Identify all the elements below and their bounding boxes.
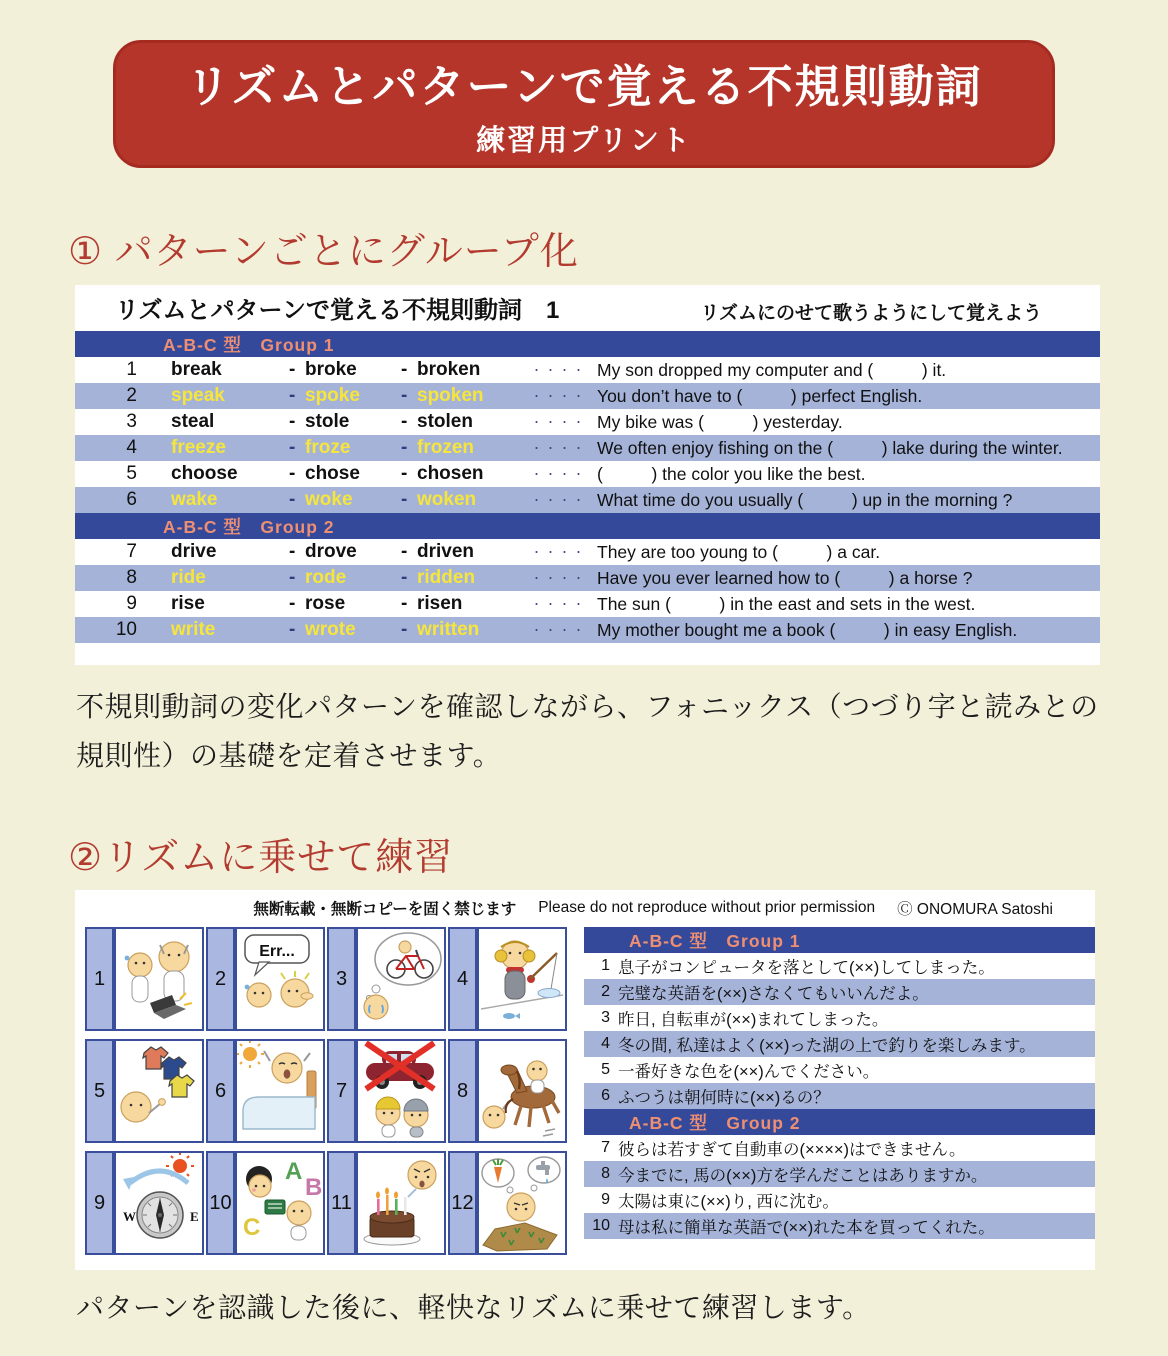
ride-horse-icon: [479, 1041, 565, 1141]
illustration-sunrise-compass: [114, 1151, 204, 1255]
verb-row: [75, 435, 1100, 461]
verb-past: drove: [305, 541, 357, 562]
row-number: 6: [126, 489, 137, 510]
practice-body: [75, 919, 1095, 1255]
no-car-icon: [358, 1041, 444, 1141]
verb-base: break: [171, 359, 222, 380]
verb-past: spoke: [305, 385, 360, 406]
example-sentence: What time do you usually ( ) up in the morning ?: [597, 489, 1013, 510]
example-sentence: They are too young to ( ) a car.: [597, 541, 881, 562]
rhythm-dots: ・・・・: [531, 625, 587, 637]
rhythm-dots: ・・・・: [531, 365, 587, 377]
grow-thought-icon: [479, 1153, 565, 1253]
item-text: 一番好きな色を(××)んでください。: [618, 1063, 880, 1081]
group-header: A-B-C 型 Group 2: [584, 1109, 1095, 1135]
copyright-en: Please do not reproduce without prior permission: [538, 899, 876, 916]
abc-book-icon: [237, 1153, 323, 1253]
illustration-err-speech: [235, 927, 325, 1031]
dropped-laptop-icon: [116, 929, 202, 1029]
verb-table: [75, 331, 1100, 643]
sunrise-compass-icon: [116, 1153, 202, 1253]
section1-caption: 不規則動詞の変化パターンを確認しながら、フォニックス（つづり字と読みとの規則性）の基礎を定着させます。: [76, 691, 1099, 771]
svg-text:B: B: [305, 1174, 323, 1201]
dash-separator: -: [289, 489, 296, 510]
cell-number: 10: [206, 1151, 235, 1255]
practice-item: [584, 1057, 1095, 1083]
dash-separator: -: [289, 359, 296, 380]
verb-participle: spoken: [417, 385, 484, 406]
dash-separator: -: [401, 463, 408, 484]
verb-chart-note: リズムにのせて歌うようにして覚えよう: [700, 303, 1042, 324]
example-sentence: ( ) the color you like the best.: [597, 463, 866, 484]
practice-item: [584, 1031, 1095, 1057]
ice-fishing-icon: [479, 929, 565, 1029]
verb-base: write: [171, 619, 216, 640]
verb-row: [75, 357, 1100, 383]
rhythm-dots: ・・・・: [531, 391, 587, 403]
cell-number: 8: [448, 1039, 477, 1143]
banner-subtitle: 練習用プリント: [476, 124, 692, 157]
illustration-grid-row: [85, 927, 567, 1031]
item-text: 息子がコンピュータを落として(××)してしまった。: [618, 959, 995, 977]
illustration-no-car: [356, 1039, 446, 1143]
dash-separator: -: [289, 385, 296, 406]
item-text: ふつうは朝何時に(××)るの？: [618, 1089, 830, 1107]
verb-participle: ridden: [417, 567, 476, 588]
bicycle-thought-icon: [358, 929, 444, 1029]
verb-chart-title: リズムとパターンで覚える不規則動詞 1: [115, 297, 560, 324]
verb-participle: written: [417, 619, 480, 640]
practice-item: [584, 1135, 1095, 1161]
grid-cell: [206, 1151, 325, 1255]
item-number: 2: [601, 983, 610, 1000]
verb-row: [75, 539, 1100, 565]
verb-row: [75, 591, 1100, 617]
row-number: 8: [126, 567, 137, 588]
verb-past: rode: [305, 567, 347, 588]
grid-cell: [448, 1151, 567, 1255]
row-number: 7: [126, 541, 137, 562]
item-number: 6: [601, 1087, 610, 1104]
group-header: A-B-C 型 Group 1: [584, 927, 1095, 953]
verb-chart-panel: [75, 285, 1100, 665]
example-sentence: The sun ( ) in the east and sets in the west.: [597, 593, 976, 614]
practice-item: [584, 1083, 1095, 1109]
item-text: 完璧な英語を(××)さなくてもいいんだよ。: [618, 985, 929, 1003]
svg-text:E: E: [190, 1209, 199, 1224]
dash-separator: -: [289, 593, 296, 614]
cell-number: 5: [85, 1039, 114, 1143]
copyright-jp: 無断転載・無断コピーを固く禁じます: [253, 901, 517, 918]
illustration-ice-fishing: [477, 927, 567, 1031]
dash-separator: -: [289, 411, 296, 432]
row-number: 2: [126, 385, 137, 406]
choose-shirts-icon: [116, 1041, 202, 1141]
verb-base: ride: [171, 567, 206, 588]
row-number: 3: [126, 411, 137, 432]
grid-cell: [448, 1039, 567, 1143]
illustration-grid-row: [85, 1039, 567, 1143]
verb-participle: chosen: [417, 463, 484, 484]
row-number: 9: [126, 593, 137, 614]
verb-base: steal: [171, 411, 215, 432]
rhythm-dots: ・・・・: [531, 469, 587, 481]
group-header: A-B-C 型 Group 1: [75, 331, 1100, 357]
verb-base: wake: [171, 489, 218, 510]
item-number: 9: [601, 1191, 610, 1208]
verb-past: froze: [305, 437, 351, 458]
illustration-grid: [85, 927, 567, 1255]
dash-separator: -: [401, 489, 408, 510]
copyright-line: [75, 890, 1095, 919]
err-speech-icon: [237, 929, 323, 1029]
birthday-cake-icon: [358, 1153, 444, 1253]
illustration-grid-row: [85, 1151, 567, 1255]
row-number: 5: [126, 463, 137, 484]
section2-heading: ②リズムに乗せて練習: [68, 837, 454, 879]
item-text: 冬の間, 私達はよく(××)った湖の上で釣りを楽しみます。: [618, 1037, 1036, 1055]
svg-text:C: C: [243, 1214, 261, 1241]
grid-cell: [327, 1151, 446, 1255]
dash-separator: -: [289, 567, 296, 588]
dash-separator: -: [401, 385, 408, 406]
illustration-birthday-cake: [356, 1151, 446, 1255]
verb-row: [75, 487, 1100, 513]
dash-separator: -: [401, 359, 408, 380]
dash-separator: -: [289, 437, 296, 458]
verb-past: broke: [305, 359, 357, 380]
cell-number: 4: [448, 927, 477, 1031]
grid-cell: [85, 1039, 204, 1143]
verb-participle: stolen: [417, 411, 473, 432]
item-number: 1: [601, 957, 610, 974]
verb-base: choose: [171, 463, 238, 484]
wake-up-icon: [237, 1041, 323, 1141]
cell-number: 2: [206, 927, 235, 1031]
verb-base: speak: [171, 385, 225, 406]
dash-separator: -: [289, 541, 296, 562]
example-sentence: You don’t have to ( ) perfect English.: [597, 385, 923, 406]
practice-item: [584, 1005, 1095, 1031]
item-number: 4: [601, 1035, 610, 1052]
section1-heading: ① パターンごとにグループ化: [68, 231, 579, 273]
title-banner: [113, 40, 1055, 168]
rhythm-dots: ・・・・: [531, 573, 587, 585]
rhythm-dots: ・・・・: [531, 495, 587, 507]
practice-item: [584, 1213, 1095, 1239]
illustration-grow-thought: [477, 1151, 567, 1255]
verb-participle: broken: [417, 359, 481, 380]
item-number: 10: [592, 1217, 610, 1234]
row-number: 4: [126, 437, 137, 458]
cell-number: 11: [327, 1151, 356, 1255]
cell-number: 7: [327, 1039, 356, 1143]
practice-item: [584, 1187, 1095, 1213]
cell-number: 12: [448, 1151, 477, 1255]
item-number: 3: [601, 1009, 610, 1026]
svg-text:Err...: Err...: [259, 943, 295, 960]
dash-separator: -: [401, 567, 408, 588]
cell-number: 6: [206, 1039, 235, 1143]
grid-cell: [85, 1151, 204, 1255]
item-text: 今までに, 馬の(××)方を学んだことはありますか。: [618, 1167, 988, 1185]
example-sentence: My mother bought me a book ( ) in easy English.: [597, 619, 1018, 640]
verb-row: [75, 409, 1100, 435]
verb-participle: woken: [417, 489, 477, 510]
practice-item: [584, 979, 1095, 1005]
verb-past: stole: [305, 411, 350, 432]
illustration-dropped-laptop: [114, 927, 204, 1031]
example-sentence: My son dropped my computer and ( ) it.: [597, 359, 947, 380]
verb-base: freeze: [171, 437, 226, 458]
practice-item: [584, 953, 1095, 979]
svg-text:A: A: [285, 1158, 303, 1185]
banner-title: リズムとパターンで覚える不規則動詞: [185, 60, 983, 112]
svg-text:W: W: [123, 1209, 136, 1224]
rhythm-dots: ・・・・: [531, 417, 587, 429]
grid-cell: [206, 927, 325, 1031]
dash-separator: -: [289, 463, 296, 484]
verb-participle: risen: [417, 593, 463, 614]
item-text: 彼らは若すぎて自動車の(××××)はできません。: [618, 1141, 966, 1159]
verb-base: drive: [171, 541, 217, 562]
verb-past: chose: [305, 463, 360, 484]
example-sentence: My bike was ( ) yesterday.: [597, 411, 843, 432]
dash-separator: -: [289, 619, 296, 640]
cell-number: 1: [85, 927, 114, 1031]
copyright-credit: Ⓒ ONOMURA Satoshi: [897, 901, 1053, 918]
rhythm-dots: ・・・・: [531, 547, 587, 559]
illustration-ride-horse: [477, 1039, 567, 1143]
verb-row: [75, 565, 1100, 591]
rhythm-dots: ・・・・: [531, 443, 587, 455]
dash-separator: -: [401, 593, 408, 614]
cell-number: 9: [85, 1151, 114, 1255]
row-number: 10: [115, 619, 137, 640]
dash-separator: -: [401, 411, 408, 432]
practice-item: [584, 1161, 1095, 1187]
verb-past: rose: [305, 593, 346, 614]
example-sentence: Have you ever learned how to ( ) a horse ?: [597, 567, 973, 588]
grid-cell: [327, 927, 446, 1031]
verb-base: rise: [171, 593, 205, 614]
practice-panel: [75, 890, 1095, 1270]
grid-cell: [448, 927, 567, 1031]
grid-cell: [206, 1039, 325, 1143]
verb-past: wrote: [305, 619, 356, 640]
verb-row: [75, 461, 1100, 487]
verb-participle: driven: [417, 541, 475, 562]
example-sentence: We often enjoy fishing on the ( ) lake during the winter.: [597, 437, 1063, 458]
verb-chart-titlebar: [75, 285, 1100, 331]
rhythm-dots: ・・・・: [531, 599, 587, 611]
dash-separator: -: [401, 619, 408, 640]
item-text: 昨日, 自転車が(××)まれてしまった。: [618, 1011, 889, 1029]
illustration-bicycle-thought: [356, 927, 446, 1031]
verb-row: [75, 617, 1100, 643]
item-text: 太陽は東に(××)り, 西に沈む。: [618, 1193, 839, 1211]
grid-cell: [327, 1039, 446, 1143]
dash-separator: -: [401, 437, 408, 458]
verb-participle: frozen: [417, 437, 474, 458]
item-text: 母は私に簡単な英語で(××)れた本を買ってくれた。: [618, 1219, 995, 1237]
section2-caption: パターンを認識した後に、軽快なリズムに乗せて練習します。: [76, 1292, 871, 1323]
verb-past: woke: [305, 489, 353, 510]
item-number: 7: [601, 1139, 610, 1156]
verb-row: [75, 383, 1100, 409]
dash-separator: -: [401, 541, 408, 562]
grid-cell: [85, 927, 204, 1031]
illustration-wake-up: [235, 1039, 325, 1143]
item-number: 5: [601, 1061, 610, 1078]
practice-list: [584, 927, 1095, 1255]
item-number: 8: [601, 1165, 610, 1182]
illustration-choose-shirts: [114, 1039, 204, 1143]
cell-number: 3: [327, 927, 356, 1031]
illustration-abc-book: [235, 1151, 325, 1255]
group-header: A-B-C 型 Group 2: [75, 513, 1100, 539]
row-number: 1: [126, 359, 137, 380]
